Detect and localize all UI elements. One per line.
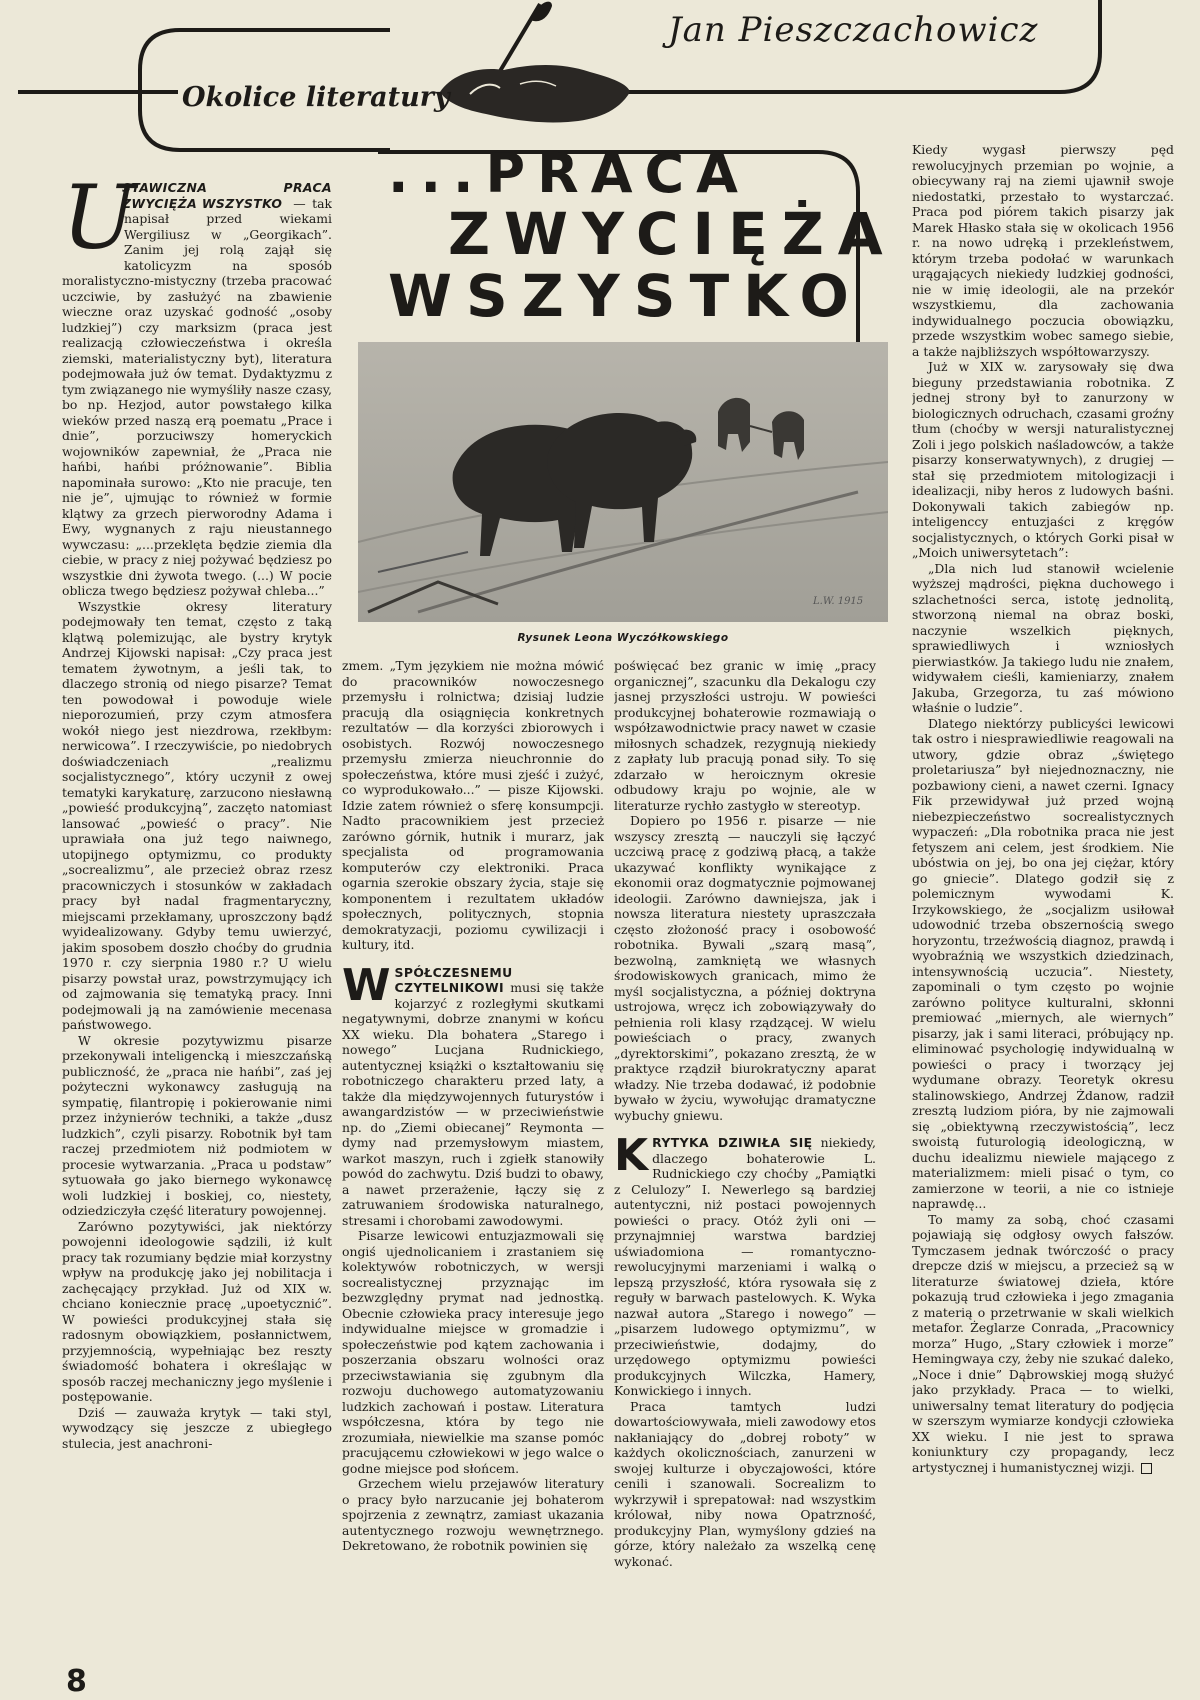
dropcap-k: K [614, 1130, 649, 1181]
column-4 [912, 142, 1174, 1662]
c2-paragraph-3: Pisarze lewicowi entuzjazmowali się ongiś ujednolicaniem i zrastaniem się kolektywów robotniczych, w wersji socrealistycznej przyznając im bezwzględny prymat nad jednostką. Obecnie człowieka pracy interesuje jego indywidualne miejsce w gromadzie i społeczeństwie pod kątem zachowania i poszerzania obszaru wolności oraz przeciwstawiania się zgubnym dla rozwoju duchowego automatyzowaniu ludzkich zachowań i postaw. Literatura współczesna, która by tego nie zrozumiała, niewielkie ma szanse pomóc pracującemu człowiekowi w jego walce o godne miejsce pod słońcem. [342, 1228, 604, 1476]
c2-paragraph-2: musi się także kojarzyć z rozległymi skutkami negatywnymi, dobrze znanymi w końcu XX wieku. Dla bohatera „Starego i nowego” Lucjana Rudnickiego, autentycznej książki o kształtowaniu się robotniczego charakteru przed laty, a także dla międzywojennych futurystów i awangardzistów — w przeciwieństwie np. do „Ziemi obiecanej” Reymonta — dymy nad przemysłowym miastem, warkot maszyn, ruch i zgiełk stanowiły powód do zachwytu. Dziś budzi to obawy, a nawet przerażenie, łączy się z zatruwaniem środowiska naturalnego, stresami i chorobami zawodowymi. [342, 980, 604, 1228]
c3-paragraph-1: poświęcać bez granic w imię „pracy organicznej”, szacunku dla Dekalogu czy jasnej przyszłości ustroju. W powieści produkcyjnej bohaterowie rozmawiają o współzawodnictwie pracy nawet w czasie miłosnych schadzek, rezygnują niekiedy z zapłaty lub pracują ponad siły. To się zdarzało w heroicznym okresie odbudowy kraju po wojnie, ale w literaturze rychło zastygło w stereotyp. [614, 658, 876, 813]
c1-paragraph-1: — tak napisał przed wiekami Wergiliusz w „Georgikach”. Zanim jej rolą zajął się katolicyzm na sposób moralistyczno-mistyczny (trzeba pracować uczciwie, by zasłużyć na zbawienie wieczne oraz uzyskać godność „osoby ludzkiej”) czy marksizm (praca jest realizacją człowieczeństwa i określa ziemski, materialistyczny byt), literatura podejmowała już ów temat. Dydaktyzmu z tym związanego nie wymyśliły nasze czasy, bo np. Hezjod, autor powstałego kilka wieków przed naszą erą poematu „Prace i dnie”, porzuciwszy homeryckich wojowników zapewniał, że „Praca nie hańbi, hańbi próżnowanie”. Biblia napominała surowo: „Kto nie pracuje, ten nie je”, ujmując to również w formie klątwy za grzech pierworodny Adama i Ewy, wygnanych z raju nieustannego wywczasu: „...przeklęta będzie ziemia dla ciebie, w pracy z niej pożywać będziesz po wszystkie dni żywota twego. (...) W pocie oblicza twego będziesz pożywał chleba...” [62, 195, 332, 598]
c4-paragraph-1: Kiedy wygasł pierwszy pęd rewolucyjnych przemian po wojnie, a obiecywany raj na ziemi ujawnił swoje niedostatki, przestało to wystarczać. Praca pod piórem takich pisarzy jak Marek Hłasko stała się w okolicach 1956 r. na nowo udręką i przekleństwem, którym trzeba podołać w warunkach urągających niekiedy ludzkiej godności, nie w imię ideologii, ale na przekór wszystkiemu, dla zachowania indywidualnego poczucia obowiązku, przede wszystkim wobec samego siebie, a także najbliższych współtowarzyszy. [912, 142, 1174, 359]
illustration-caption: Rysunek Leona Wyczółkowskiego [517, 632, 729, 644]
c3-paragraph-4: Praca tamtych ludzi dowartościowywała, mieli zawodowy etos nakłaniający do „dobrej roboty” w każdych okolicznościach, zanurzeni w swojej kulturze i obyczajowości, które cenili i szanowali. Socrealizm to wykrzywił i sprepatował: nad wszystkim królował, niby nowa Opatrzność, produkcyjny Plan, wymyślony gdzieś na górze, który należało za wszelką cenę wykonać. [614, 1398, 876, 1569]
c1-paragraph-4: Zarówno pozytywiści, jak niektórzy powojenni ideologowie sądzili, iż kult pracy tak rozumiany będzie miał korzystny wpływ na produkcję jako jej nobilitacja i zachęcający przykład. Już od XIX w. chciano koniecznie pracę „upoetycznić”. W powieści produkcyjnej stała się radosnym obowiązkiem, posłannictwem, przyjemnością, wypełniając bez reszty świadomość bohatera i określając w sposób raczej mechaniczny jego myślenie i postępowanie. [62, 1218, 332, 1404]
c3-paragraph-2: Dopiero po 1956 r. pisarze — nie wszyscy zresztą — nauczyli się łączyć uczciwą pracę z godziwą płacą, a także ukazywać konflikty wynikające z ekonomii oraz dogmatycznie pojmowanej ideologii. Zarówno dawniejsza, jak i nowsza literatura niestety upraszczała często złożoność pracy i osobowość robotnika. Bywali „szarą masą”, bezwolną, zamkniętą we własnych środowiskowych granicach, mimo że myśl socjalistyczna, a później doktryna ustrojowa, wręcz ich zobowiązywały do pełnienia roli klasy rządzącej. W wielu powieściach o pracy, zwanych „dyrektorskimi”, pokazano zresztą, że w praktyce rządził biurokratyczny aparat władzy. Nie trzeba dodawać, iż podobnie bywało w życiu, wywołując dramatyczne wybuchy gniewu. [614, 813, 876, 1123]
column-1 [62, 166, 332, 1660]
section-title: Okolice literatury [182, 82, 450, 113]
c3-paragraph-3: niekiedy, dlaczego bohaterowie L. Rudnickiego czy choćby „Pamiątki z Celulozy” I. Newerlego są bardziej autentyczni, niż postaci powojennych powieści o pracy. Otóż żyli oni — przynajmniej warstwa bardziej uświadomiona — romantyczno-rewolucyjnymi marzeniami i walką o lepszą przyszłość, która rysowała się z reguły w barwach pastelowych. K. Wyka nazwał autora „Starego i nowego” — „pisarzem ludowego optymizmu”, w przeciwieństwie, dodajmy, do urzędowego optymizmu powieści produkcyjnych Wilczka, Hamery, Konwickiego i innych. [614, 1135, 876, 1398]
page-number: 8 [66, 1664, 87, 1699]
c1-paragraph-5: Dziś — zauważa krytyk — taki styl, wywodzący się jeszcze z ubiegłego stulecia, jest anachroni- [62, 1404, 332, 1451]
column-3 [614, 658, 876, 1660]
title-line-1: ...PRACA [388, 142, 750, 205]
title-line-3: WSZYSTKO [388, 262, 863, 330]
c4-paragraph-2: Już w XIX w. zarysowały się dwa bieguny przedstawiania robotnika. Z jednej strony był to zanurzony w biologicznych odruchach, czasami groźny tłum (choćby w wersji naturalistycznej Zoli i jego polskich naśladowców, a także pisarzy konserwatywnych), z drugiej — stał się przedmiotem mitologizacji i idealizacji, niby heros z ludowych baśni. Dokonywali takich zabiegów np. inteligenccy entuzjaści z kręgów socjalistycznych, o których Gorki pisał w „Moich uniwersytetach”: [912, 359, 1174, 560]
dropcap-u: U [62, 166, 137, 269]
artist-signature: L.W. 1915 [813, 596, 864, 607]
c4-paragraph-4: Dlatego niektórzy publicyści lewicowi tak ostro i niesprawiedliwie reagowali na utwory, gdzie obraz „świętego proletariusza” był niejednoznaczny, nie pozbawiony cieni, a nawet czerni. Ignacy Fik przewidywał już przed wojną niebezpieczeństwo socrealistycznych wypaczeń: „Dla robotnika praca nie jest fetyszem ani celem, jest środkiem. Nie ubóstwia on jej, bo ona jej ciężar, który go gniecie”. Dlatego godził się z polemicznym wywodami K. Irzykowskiego, że „socjalizm usiłował udowodnić trzeba obszernością swego horyzontu, trzeźwością diagnoz, prawdą i wyobraźnią we wszystkich dziedzinach, intensywnością uczucia”. Niestety, zapominali o tym często po wojnie zarówno polityce kulturalni, skłonni premiować „miernych, ale wiernych” pisarzy, jak i sami literaci, próbujący np. eliminować psychologię indywidualną w powieści o pracy i tworzący jej wydumane obrazy. Teoretyk okresu stalinowskiego, Andrzej Żdanow, radził zresztą ludziom pióra, by nie zajmowali się „obiektywną rzeczywistością”, lecz swoistą futurologią ideologiczną, w duchu idealizmu niewiele mającego z materializmem: mieli pisać o tym, co zamierzone w teorii, a nie co istnieje naprawdę... [912, 715, 1174, 1211]
author-name: Jan Pieszczachowicz [668, 10, 1039, 50]
article-title [348, 132, 897, 344]
hand-with-pen-icon [440, 2, 630, 123]
ploughing-oxen-illustration [358, 342, 888, 622]
title-line-2: ZWYCIĘŻA [448, 200, 897, 268]
lead-text: STAWICZNA PRACA ZWYCIĘŻA WSZYSTKO [122, 180, 332, 211]
c4-paragraph-5: To mamy za sobą, choć czasami pojawiają się odgłosy owych fałszów. Tymczasem jednak twórczość o pracy drepcze dziś w miejscu, a przecież są w literaturze światowej dzieła, które pokazują trud człowieka i jego zmagania z materią o przetrwanie w skali wielkich metafor. Żeglarze Conrada, „Pracownicy morza” Hugo, „Stary człowiek i morze” Hemingwaya czy, żeby nie szukać daleko, „Noce i dnie” Dąbrowskiej mogą służyć jako przykłady. Praca — to wielki, uniwersalny temat literatury do podjęcia w szerszym wymiarze kondycji człowieka XX wieku. I nie jest to sprawa koniunktury czy propagandy, lecz artystycznej i humanistycznej wizji. [912, 1211, 1174, 1475]
end-mark-icon [1141, 1463, 1152, 1474]
c2-paragraph-4: Grzechem wielu przejawów literatury o pracy było narzucanie jej bohaterom spojrzenia z zewnątrz, zamiast ukazania autentycznego rozwoju wewnętrznego. Dekretowano, że robotnik powinien się [342, 1476, 604, 1553]
c4-paragraph-3: „Dla nich lud stanowił wcielenie wyższej mądrości, piękna duchowego i szlachetności serca, istotę jednolitą, stworzoną niemal na obraz boski, naczynie wszelkich pięknych, sprawiedliwych i wzniosłych pierwiastków. Ja takiego ludu nie znałem, widywałem cieśli, kamieniarzy, znałem Jakuba, Grzegorza, tu zaś mówiono właśnie o ludzie”. [912, 560, 1174, 715]
column-2 [342, 658, 604, 1660]
c3-lead: RYTYKA DZIWIŁA SIĘ [652, 1135, 813, 1150]
c2-paragraph-1: zmem. „Tym językiem nie można mówić do pracowników nowoczesnego przemysłu i rolnictwa; dzisiaj ludzie pracują dla osiągnięcia konkretnych rezultatów — dla korzyści zbiorowych i osobistych. Rozwój nowoczesnego przemysłu zmierza nieuchronnie do społeczeństwa, które musi zjeść i zużyć, co wyprodukowało...” — pisze Kijowski. Idzie zatem również o sferę konsumpcji. Nadto pracownikiem jest przecież zarówno górnik, hutnik i murarz, jak specjalista od programowania komputerów czy elektroniki. Praca ogarnia szerokie obszary życia, staje się komponentem i rezultatem układów społecznych, politycznych, stopnia demokratyzacji, poziomu cywilizacji i kultury, itd. [342, 658, 604, 952]
dropcap-w: W [342, 959, 391, 1011]
c2-lead: SPÓŁCZESNEMU CZYTELNIKOWI [394, 964, 513, 995]
c1-paragraph-2: Wszystkie okresy literatury podejmowały ten temat, często z taką klątwą polemizując, ale bystry krytyk Andrzej Kijowski napisał: „Czy praca jest tematem żywotnym, a jeśli tak, to dlaczego stronią od niego pisarze? Temat ten powodował i powoduje wiele nieporozumień, przy czym atmosfera wokół niego jest niezdrowa, rzekłbym: nerwicowa”. I rzeczywiście, po niedobrych doświadczeniach „realizmu socjalistycznego”, który uczynił z owej tematyki karykaturę, zarzucono niesławną „powieść produkcyjną”, zaczęto natomiast lansować „powieść o pracy”. Nie uprawiała ona już tego naiwnego, utopijnego optymizmu, co produkty „socrealizmu”, ale przecież obraz rzesz pracowniczych i stosunków w zakładach pracy był nadal fragmentaryczny, miejscami przekłamany, uproszczony bądź wyidealizowany. Gdyby temu uwierzyć, jakim sposobem doszło choćby do grudnia 1970 r. czy sierpnia 1980 r.? U wielu pisarzy powstał uraz, powstrzymujący ich od zajmowania się tematyką pracy. Inni podejmowali ją na zamówienie mecenasa państwowego. [62, 598, 332, 1032]
c1-paragraph-3: W okresie pozytywizmu pisarze przekonywali inteligencką i mieszczańską publiczność, że „praca nie hańbi”, zaś jej pożyteczni wykonawcy zasługują na sympatię, filantropię i pokierowanie nimi przez inżynierów techniki, a także „dusz ludzkich”, czyli pisarzy. Robotnik był tam raczej przedmiotem niż podmiotem w procesie wytwarzania. „Praca u podstaw” sytuowała go jako biernego wykonawcę woli ludzkiej i boskiej, co, niestety, odziedziczyła część literatury powojennej. [62, 1032, 332, 1218]
